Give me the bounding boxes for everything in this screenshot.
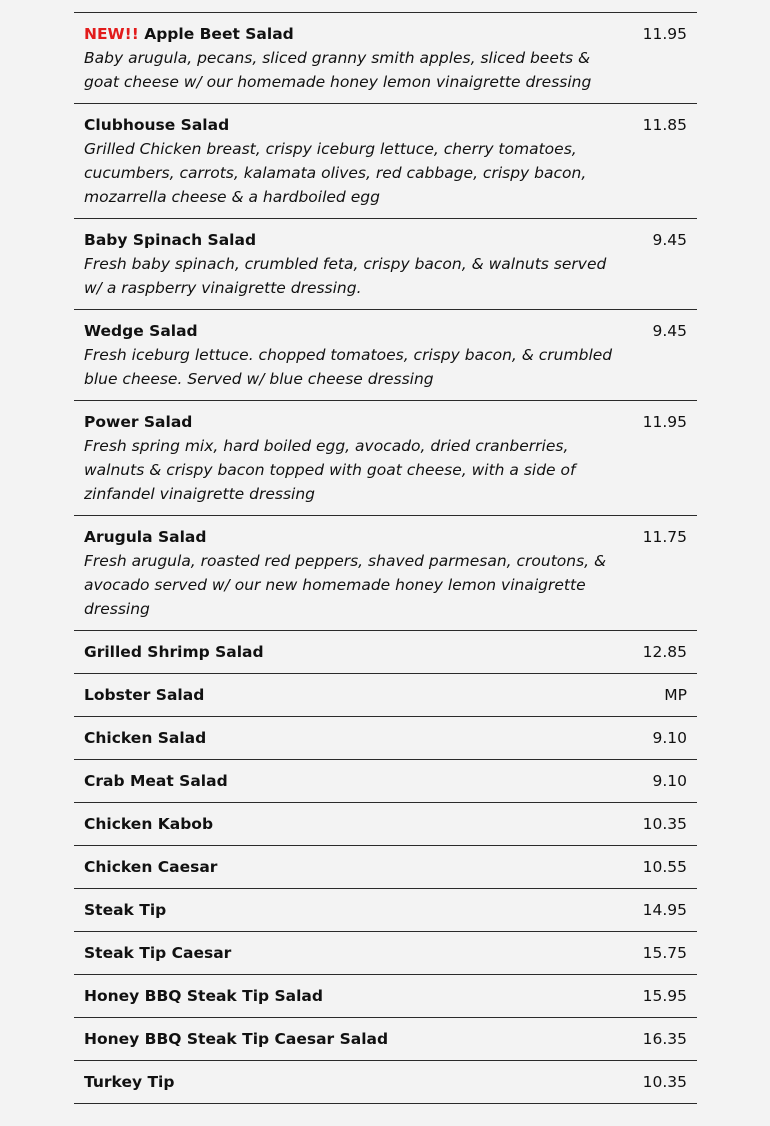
menu-item <box>74 219 697 310</box>
menu-item-name: Lobster Salad <box>84 686 205 704</box>
menu-item-info <box>84 726 619 750</box>
menu-item <box>74 846 697 889</box>
menu-item-info <box>84 941 619 965</box>
menu-item-info <box>84 855 619 879</box>
menu-item-title <box>84 319 619 343</box>
menu-item <box>74 932 697 975</box>
menu-item-title <box>84 1070 619 1094</box>
menu-item-info <box>84 525 619 621</box>
menu-item-title <box>84 855 619 879</box>
menu-item-title <box>84 726 619 750</box>
menu-item-description: Fresh iceburg lettuce. chopped tomatoes, crispy bacon, & crumbled blue cheese. Served w/ blue cheese dressing <box>84 346 613 388</box>
menu-item <box>74 1018 697 1061</box>
menu-item-price: 9.45 <box>652 231 687 249</box>
menu-item-info <box>84 410 619 506</box>
menu-item-info <box>84 0 619 3</box>
menu-item-info <box>84 228 619 300</box>
menu-item-info <box>84 683 619 707</box>
menu-item-price: 14.95 <box>642 901 687 919</box>
menu-item-price: MP <box>664 686 687 704</box>
menu-item-description: Fresh arugula, roasted red peppers, shaved parmesan, croutons, & avocado served w/ our new homemade honey lemon vinaigrette dressing <box>84 552 607 618</box>
menu-item-name: Honey BBQ Steak Tip Caesar Salad <box>84 1030 389 1048</box>
menu-item-info <box>84 898 619 922</box>
menu-item-name: Wedge Salad <box>84 322 198 340</box>
menu-item-title <box>84 812 619 836</box>
menu-item-name: Honey BBQ Steak Tip Salad <box>84 987 323 1005</box>
menu-item <box>74 1061 697 1104</box>
menu-item-title <box>84 1027 619 1051</box>
menu-item-info <box>84 113 619 209</box>
menu-item-title <box>84 228 619 252</box>
new-badge: NEW!! <box>84 25 139 43</box>
menu-item <box>74 401 697 516</box>
menu-item-title <box>84 525 619 549</box>
menu-item-name: Steak Tip Caesar <box>84 944 232 962</box>
menu-item <box>74 760 697 803</box>
menu-item-title <box>84 683 619 707</box>
menu-item-name: Chicken Kabob <box>84 815 214 833</box>
menu-item-name: Power Salad <box>84 413 193 431</box>
menu-item-name: Grilled Shrimp Salad <box>84 643 264 661</box>
menu-item-info <box>84 812 619 836</box>
menu-item <box>74 975 697 1018</box>
menu-item-name: Turkey Tip <box>84 1073 175 1091</box>
menu-item-price: 9.10 <box>652 729 687 747</box>
menu-item-price: 12.85 <box>642 643 687 661</box>
menu-item <box>74 13 697 104</box>
menu-item-price: 10.35 <box>642 1073 687 1091</box>
menu-item-info <box>84 1027 619 1051</box>
menu-item-price: 11.95 <box>642 25 687 43</box>
menu-item-name: Arugula Salad <box>84 528 207 546</box>
menu-item <box>74 803 697 846</box>
menu-item-price: 10.55 <box>642 858 687 876</box>
menu-item-info <box>84 640 619 664</box>
menu-item <box>74 717 697 760</box>
menu-item-info <box>84 319 619 391</box>
menu-item-title <box>84 984 619 1008</box>
menu-item-info <box>84 984 619 1008</box>
menu-item <box>74 674 697 717</box>
menu-item-description: Fresh spring mix, hard boiled egg, avocado, dried cranberries, walnuts & crispy bacon topped with goat cheese, with a side of zinfandel vinaigrette dressing <box>84 437 576 503</box>
menu-item-title <box>84 898 619 922</box>
menu-list <box>74 0 697 1104</box>
menu-item <box>74 516 697 631</box>
menu-item-info <box>84 22 619 94</box>
menu-item-title <box>84 640 619 664</box>
menu-item <box>74 0 697 13</box>
menu-item-title <box>84 941 619 965</box>
menu-item-price: 11.95 <box>642 413 687 431</box>
menu-item-price: 15.95 <box>642 987 687 1005</box>
menu-item <box>74 104 697 219</box>
menu-item-price: 15.75 <box>642 944 687 962</box>
menu-item <box>74 631 697 674</box>
menu-item-price: 10.35 <box>642 815 687 833</box>
menu-item-price: 9.10 <box>652 772 687 790</box>
menu-item-name: Clubhouse Salad <box>84 116 230 134</box>
menu-item-info <box>84 769 619 793</box>
menu-item-name: Crab Meat Salad <box>84 772 228 790</box>
menu-item-name: Apple Beet Salad <box>144 25 294 43</box>
menu-item-title <box>84 22 619 46</box>
menu-item-name: Chicken Caesar <box>84 858 218 876</box>
menu-item-price: 9.45 <box>652 322 687 340</box>
menu-item-description: Baby arugula, pecans, sliced granny smith apples, sliced beets & goat cheese w/ our homemade honey lemon vinaigrette dressing <box>84 49 592 91</box>
menu-item-price: 11.85 <box>642 116 687 134</box>
menu-item-name: Chicken Salad <box>84 729 207 747</box>
menu-item-title <box>84 769 619 793</box>
menu-item-name: Steak Tip <box>84 901 167 919</box>
menu-item-description: Grilled Chicken breast, crispy iceburg lettuce, cherry tomatoes, cucumbers, carrots, kalamata olives, red cabbage, crispy bacon, mozarrella cheese & a hardboiled egg <box>84 140 587 206</box>
menu-item-name: Baby Spinach Salad <box>84 231 257 249</box>
menu-item <box>74 889 697 932</box>
menu-item-price: 16.35 <box>642 1030 687 1048</box>
menu-item <box>74 310 697 401</box>
menu-item-info <box>84 1070 619 1094</box>
menu-item-price: 11.75 <box>642 528 687 546</box>
menu-item-title <box>84 0 619 3</box>
menu-item-title <box>84 410 619 434</box>
menu-item-title <box>84 113 619 137</box>
menu-item-description: Fresh baby spinach, crumbled feta, crispy bacon, & walnuts served w/ a raspberry vinaigrette dressing. <box>84 255 607 297</box>
menu-item-price <box>627 0 687 3</box>
